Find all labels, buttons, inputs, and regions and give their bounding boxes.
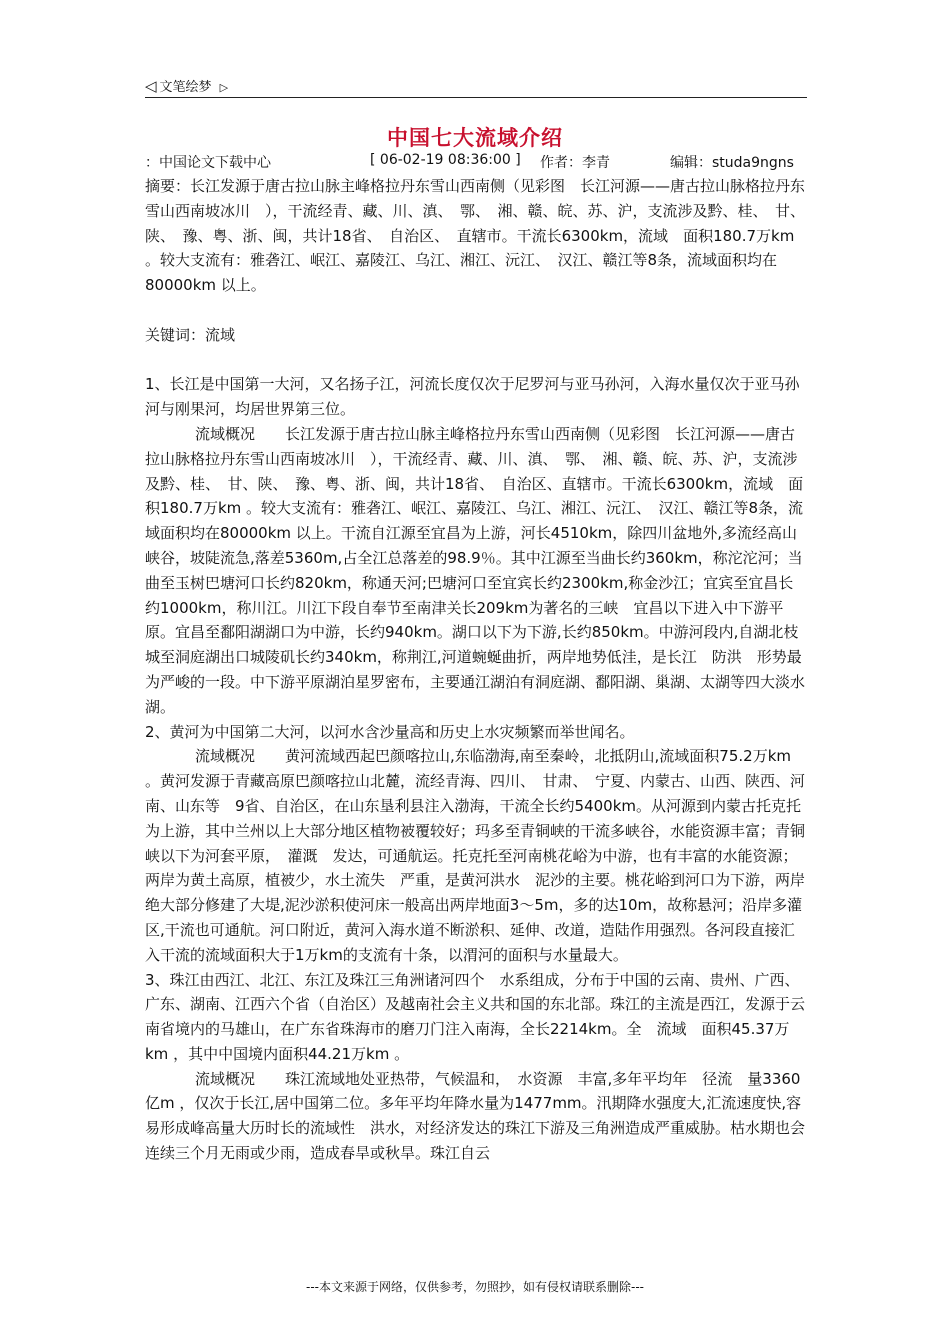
meta-date: [ 06-02-19 08:36:00 ]: [370, 152, 521, 168]
section-2-intro: 2、黄河为中国第二大河，以河水含沙量高和历史上水灾频繁而举世闻名。: [145, 722, 635, 741]
header-brand: [145, 76, 228, 95]
meta-author: 作者：李青: [540, 155, 610, 171]
spacer: [145, 298, 807, 323]
section-2-detail: 流域概况 黄河流域西起巴颜喀拉山,东临渤海,南至秦岭，北抵阴山,流域面积75.2万km 。黄河发源于青藏高原巴颜喀拉山北麓，流经青海、四川、 甘肃、 宁夏、内蒙古、山西、陕西、河南、山东等 9省、自治区，在山东垦利县注入渤海，干流全长约5400km。从河源到内蒙古托克托为上游，其中兰州以上大部分地区植物被覆较好；玛多至青铜峡的干流多峡谷，水能资源丰富；青铜峡以下为河套平原， 灌溉 发达，可通航运。托克托至河南桃花峪为中游，也有丰富的水能资源；两岸为黄土高原，植被少，水土流失 严重，是黄河洪水 泥沙的主要。桃花峪到河口为下游，两岸绝大部分修建了大堤,泥沙淤积使河床一般高出两岸地面3～5m，多的达10m，故称悬河；沿岸多灌区,干流也可通航。河口附近，黄河入海水道不断淤积、延伸、改道，造陆作用强烈。各河段直接汇入干流的流域面积大于1万km的支流有十条，以渭河的面积与水量最大。: [145, 747, 806, 964]
brand-name: 文笔绘梦: [159, 80, 212, 95]
arrow-left-icon: ◁: [145, 77, 157, 95]
page-header: [145, 74, 807, 98]
arrow-right-icon: ▷: [219, 81, 229, 94]
page-footer: ---本文来源于网络，仅供参考，勿照抄，如有侵权请联系删除---: [306, 1280, 644, 1294]
section-3-detail: 流域概况 珠江流域地处亚热带，气候温和， 水资源 丰富,多年平均年 径流 量3360亿m ，仅次于长江,居中国第二位。多年平均年降水量为1477mm。汛期降水强度大,汇流速度快,容易形成峰高量大历时长的流域性 洪水，对经济发达的珠江下游及三角洲造成严重威胁。枯水期也会连续三个月无雨或少雨，造成春旱或秋旱。珠江自云: [145, 1069, 806, 1163]
section-3-intro: 3、珠江由西江、北江、东江及珠江三角洲诸河四个 水系组成，分布于中国的云南、贵州、广西、广东、湖南、江西六个省（自治区）及越南社会主义共和国的东北部。珠江的主流是西江，发源于云南省境内的马雄山，在广东省珠海市的磨刀门注入南海，全长2214km。全 流域 面积45.37万km ，其中中国境内面积44.21万km 。: [145, 970, 806, 1063]
header-divider: [145, 97, 807, 98]
page-title: 中国七大流域介绍: [387, 126, 563, 150]
keywords-paragraph: 关键词：流域: [145, 325, 236, 344]
spacer: [145, 348, 807, 373]
meta-source: ：中国论文下载中心: [145, 155, 271, 171]
abstract-paragraph: 摘要：长江发源于唐古拉山脉主峰格拉丹东雪山西南侧（见彩图 长江河源——唐古拉山脉格拉丹东雪山西南坡冰川 ），干流经青、藏、川、滇、 鄂、 湘、赣、皖、苏、沪，支流涉及黔、桂、 甘、陕、 豫、粤、浙、闽，共计18省、 自治区、 直辖市。干流长6300km，流域 面积180.7万km 。较大支流有：雅砻江、岷江、嘉陵江、乌江、湘江、沅江、 汉江、赣江等8条，流域面积均在80000km 以上。: [145, 177, 806, 295]
meta-editor: 编辑：studa9ngns: [670, 155, 794, 171]
section-1-intro: 1、长江是中国第一大河，又名扬子江，河流长度仅次于尼罗河与亚马孙河，入海水量仅次于亚马孙河与刚果河，均居世界第三位。: [145, 375, 800, 419]
article-body: [145, 174, 807, 1166]
section-1-detail: 流域概况 长江发源于唐古拉山脉主峰格拉丹东雪山西南侧（见彩图 长江河源——唐古拉山脉格拉丹东雪山西南坡冰川 ），干流经青、藏、川、滇、 鄂、 湘、赣、皖、苏、沪，支流涉及黔、桂、 甘、陕、 豫、粤、浙、闽，共计18省、 自治区、直辖市。干流长6300km，流域 面积180.7万km 。较大支流有：雅砻江、岷江、嘉陵江、乌江、湘江、沅江、 汉江、赣江等8条，流域面积均在80000km 以上。干流自江源至宜昌为上游，河长4510km，除四川盆地外,多流经高山峡谷，坡陡流急,落差5360m,占全江总落差的98.9％。其中江源至当曲长约360km，称沱沱河；当曲至玉树巴塘河口长约820km，称通天河;巴塘河口至宜宾长约2300km,称金沙江；宜宾至宜昌长约1000km，称川江。川江下段自奉节至南津关长209km为著名的三峡 宜昌以下进入中下游平原。宜昌至鄱阳湖湖口为中游，长约940km。湖口以下为下游,长约850km。中游河段内,自湖北枝城至洞庭湖出口城陵矶长约340km，称荆江,河道蜿蜒曲折，两岸地势低洼，是长江 防洪 形势最为严峻的一段。中下游平原湖泊星罗密布，主要通江湖泊有洞庭湖、鄱阳湖、巢湖、太湖等四大淡水湖。: [145, 424, 806, 716]
